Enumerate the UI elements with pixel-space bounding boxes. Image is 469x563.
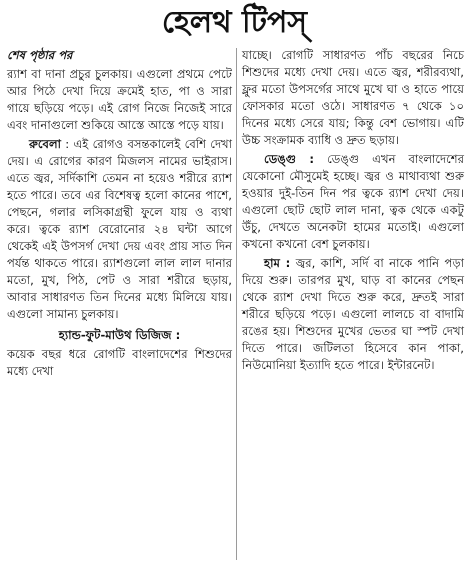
left-column [7,47,232,380]
measles-text: জ্বর, কাশি, সর্দি বা নাকে পানি পড়া দিয়ে শুরু। তারপর মুখ, ঘাড় বা কানের পেছন থেকে র‍্যাশ দেখা দিতে শুরু করে, দ্রুতই সারা শরীরে ছড়িয়ে পড়ে। এগুলো লালচে বা বাদামি রঙের হয়। শিশুদের মুখের ভেতর ঘা স্পট দেখা দিতে পারে। জটিলতা হিসেবে কান পাকা, নিউমোনিয়া ইত্যাদি হতে পারে। ইন্টারনেট। [242,256,464,372]
dengue-text: ডেঙ্গু এখন বাংলাদেশের যেকোনো মৌসুমেই হচ্ছে। জ্বর ও মাথাব্যথা শুরু হওয়ার দুই-তিন দিন পর ত্বকে র‍্যাশ দেখা দেয়। এগুলো ছোট ছোট লাল দানা, ত্বক থেকে একটু উঁচু, দেখতে অনেকটা হামের মতোই। এগুলো কখনো কখনো বেশ চুলকায়। [242,152,464,251]
headline: হেলথ টিপস্ [161,5,308,40]
column-divider [236,48,237,560]
dengue-label: ডেঙ্গু : [264,152,315,166]
hfmd-text: কয়েক বছর ধরে রোগটি বাংলাদেশের শিশুদের মধ্যে দেখা [7,347,232,378]
measles-paragraph [242,255,464,374]
rubella-label: রুবেলা [29,137,62,151]
hfmd-label: হ্যান্ড-ফুট-মাউথ ডিজিজ : [58,328,181,342]
right-column [242,47,464,374]
rubella-text: : এই রোগও বসন্তকালেই বেশি দেখা দেয়। এ রোগের কারণ মিজলস নামের ভাইরাস। এতে জ্বর, সর্দিকাশি তেমন না হয়েও শরীরে র‍্যাশ হতে পারে। তবে এর বিশেষত্ব হলো কানের পাশে, পেছনে, গলার লসিকাগ্রন্থী ফুলে যায় ও ব্যথা করে। ত্বকে র‍্যাশ বেরোনোর ২৪ ঘন্টা আগে থেকেই এই উপসর্গ দেখা দেয় এবং প্রায় সাত দিন পর্যন্ত থাকতে পারে। র‍্যাশগুলো লাল লাল দানার মতো, মুখ, পিঠ, পেট ও সারা শরীরে ছড়ায়, আবার সাধারণত তিন দিনের মধ্যে মিলিয়ে যায়। এগুলো সামান্য চুলকায়। [7,137,233,321]
measles-label: হাম : [264,256,291,270]
dengue-paragraph [242,151,464,253]
continued-label: শেষ পৃষ্ঠার পর [7,48,73,62]
rubella-paragraph [7,136,232,323]
right-paragraph-1: যাচ্ছে। রোগটি সাধারণত পাঁচ বছরের নিচে শিশুদের মধ্যে দেখা দেয়। এতে জ্বর, শরীরব্যথা, ফ্লুর মতো উপসর্গের সাথে মুখে ঘা ও হাতে পায়ে ফোসকার মতো ওঠে। সাধারণত ৭ থেকে ১০ দিনের মধ্যে সেরে যায়; কিন্তু বেশ ভোগায়। এটি উচ্চ সংক্রামক ব্যাধি ও দ্রুত ছড়ায়। [242,48,464,147]
left-paragraph-1: র‍্যাশ বা দানা প্রচুর চুলকায়। এগুলো প্রথমে পেটে আর পিঠে দেখা দিয়ে ক্রমেই হাত, পা ও সারা গায়ে ছড়িয়ে পড়ে। এই রোগ নিজে নিজেই সারে এবং দানাগুলো শুকিয়ে আস্তে আস্তে পড়ে যায়। [7,67,232,132]
